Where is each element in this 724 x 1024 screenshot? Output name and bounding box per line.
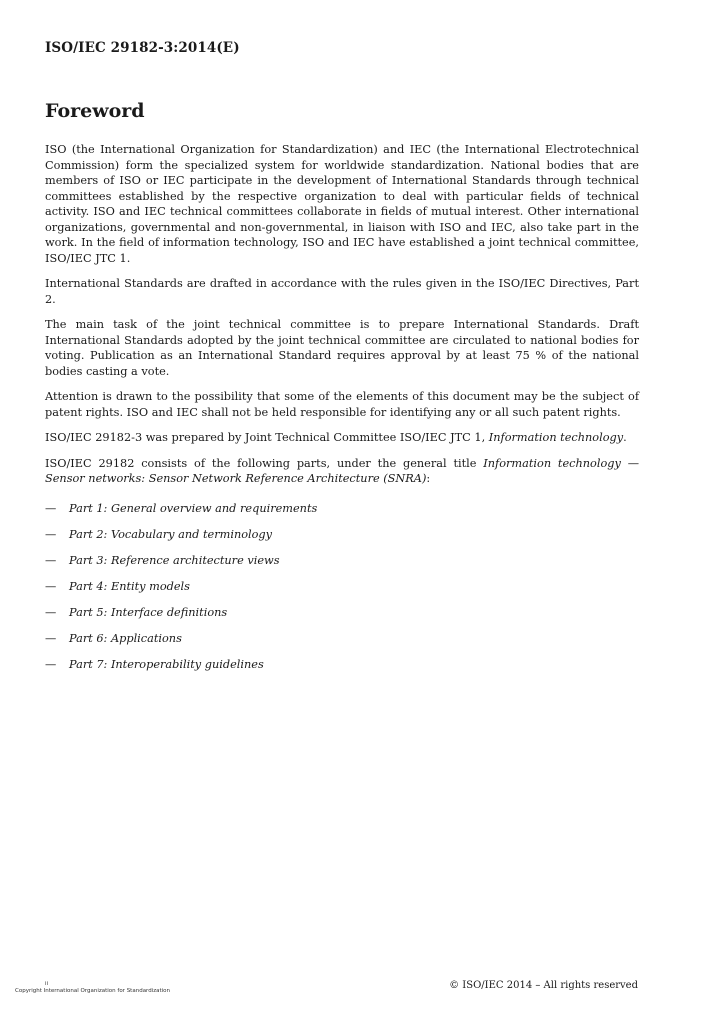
prepared-by-text: ISO/IEC 29182-3 was prepared by Joint Technical Committee ISO/IEC JTC 1, — [45, 431, 489, 444]
list-dash: — — [45, 527, 57, 541]
page-title: Foreword — [45, 100, 145, 122]
part-title: Part 3: Reference architecture views — [69, 553, 280, 567]
part-title: Part 2: Vocabulary and terminology — [69, 527, 273, 541]
paragraph-iso-iec: ISO (the International Organization for Standardization) and IEC (the International Electrotechnical Commission) form the specialized system for worldwide standardization. National bodies that are members of ISO or IEC participate in the development of International Standards through technical committees established by the respective organization to deal with particular fields of technical activity. ISO and IEC technical committees collaborate in fields of mutual interest. Other international organizations, governmental and non-governmental, in liaison with ISO and IEC, also take part in the work. In the field of information technology, ISO and IEC have established a joint technical committee, ISO/IEC JTC 1. — [45, 143, 639, 265]
list-item — [45, 553, 639, 579]
list-item — [45, 631, 639, 657]
parts-list — [45, 501, 639, 683]
list-dash: — — [45, 631, 57, 645]
part-title: Part 4: Entity models — [69, 579, 190, 593]
copyright-notice: © ISO/IEC 2014 – All rights reserved — [449, 980, 638, 991]
list-dash: — — [45, 657, 57, 671]
parts-intro-text: ISO/IEC 29182 consists of the following parts, under the general title — [45, 456, 484, 470]
list-item — [45, 605, 639, 631]
prepared-by-suffix: . — [623, 431, 627, 444]
parts-intro-suffix: : — [426, 472, 431, 485]
list-dash: — — [45, 553, 57, 567]
paragraph-directives: International Standards are drafted in accordance with the rules given in the ISO/IEC Directives, Part 2. — [45, 277, 639, 306]
page-number: ii — [45, 981, 49, 987]
paragraph-prepared-by — [45, 430, 639, 446]
list-item — [45, 579, 639, 605]
list-dash: — — [45, 605, 57, 619]
part-title: Part 1: General overview and requirements — [69, 501, 318, 515]
list-dash: — — [45, 501, 57, 515]
copyright-holder-text: Copyright International Organization for Standardization — [15, 988, 171, 994]
part-title: Part 5: Interface definitions — [69, 605, 228, 619]
prepared-by-committee-title: Information technology — [488, 431, 624, 444]
list-dash: — — [45, 579, 57, 593]
paragraph-patent-rights: Attention is drawn to the possibility that some of the elements of this document may be the subject of patent rights. ISO and IEC shall not be held responsible for identifying any or all such patent rights. — [45, 390, 639, 419]
copyright-watermark — [15, 981, 170, 995]
list-item — [45, 657, 639, 683]
list-item — [45, 527, 639, 553]
paragraph-parts-intro — [45, 456, 639, 487]
part-title: Part 6: Applications — [69, 631, 182, 645]
part-title: Part 7: Interoperability guidelines — [69, 657, 264, 671]
paragraph-main-task: The main task of the joint technical committee is to prepare International Standards. Draft International Standards adopted by the joint technical committee are circulated to national bodies for voting. Publication as an International Standard requires approval by at least 75 % of the national bodies casting a vote. — [45, 318, 639, 378]
list-item — [45, 501, 639, 527]
parts-general-title: Information technology — Sensor networks: Sensor Network Reference Architecture (SNRA) — [45, 456, 639, 485]
document-id-header: ISO/IEC 29182-3:2014(E) — [45, 40, 240, 56]
foreword-body — [45, 142, 639, 683]
